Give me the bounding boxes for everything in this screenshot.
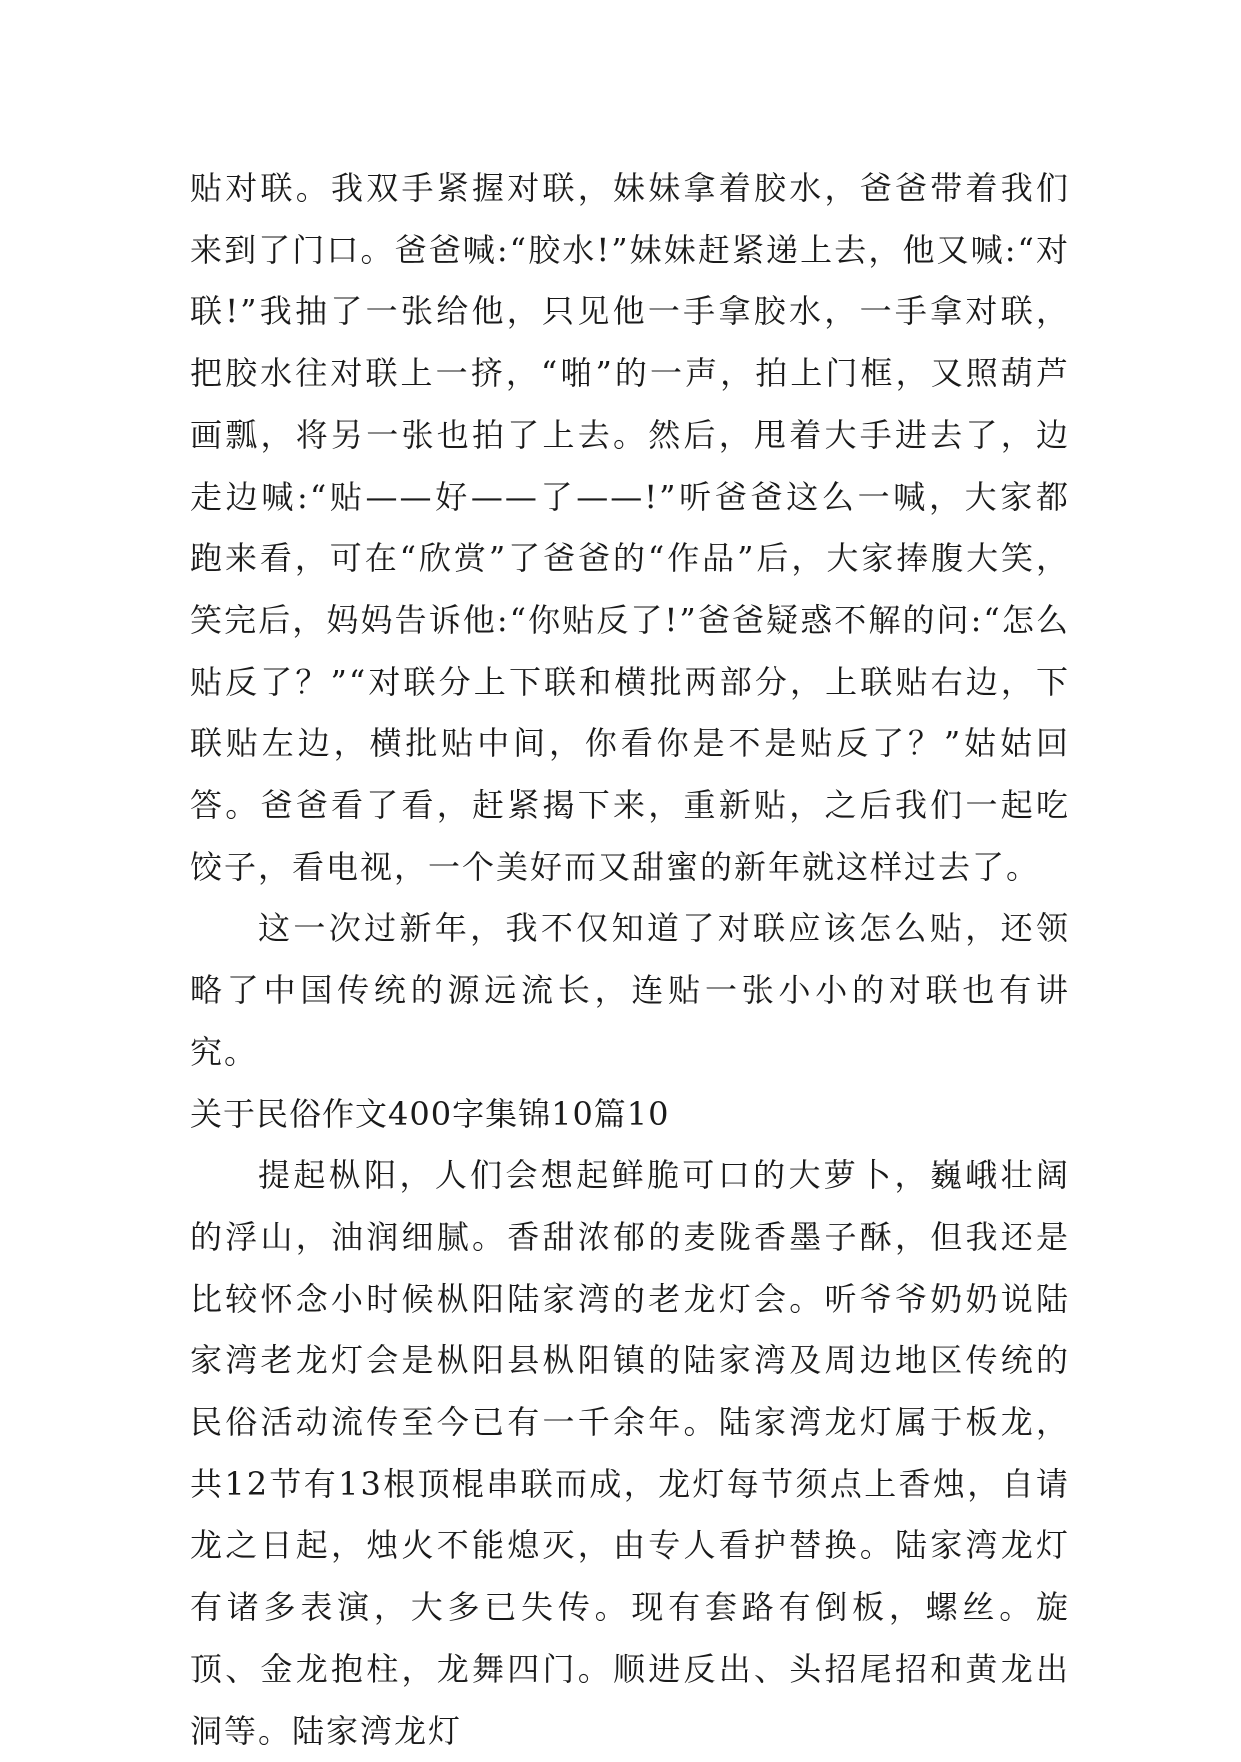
document-body <box>190 158 1070 1762</box>
section-heading: 关于民俗作文400字集锦10篇10 <box>190 1094 670 1133</box>
paragraph-section-body: 提起枞阳，人们会想起鲜脆可口的大萝卜，巍峨壮阔的浮山，油润细腻。香甜浓郁的麦陇香墨子酥，但我还是比较怀念小时候枞阳陆家湾的老龙灯会。听爷爷奶奶说陆家湾老龙灯会是枞阳县枞阳镇的陆家湾及周边地区传统的民俗活动流传至今已有一千余年。陆家湾龙灯属于板龙，共12节有13根顶棍串联而成，龙灯每节须点上香烛，自请龙之日起，烛火不能熄灭，由专人看护替换。陆家湾龙灯有诸多表演，大多已失传。现有套路有倒板，螺丝。旋顶、金龙抱柱，龙舞四门。顺进反出、头招尾招和黄龙出洞等。陆家湾龙灯 <box>190 1156 1070 1750</box>
paragraph-conclusion: 这一次过新年，我不仅知道了对联应该怎么贴，还领略了中国传统的源远流长，连贴一张小小的对联也有讲究。 <box>190 909 1070 1071</box>
paragraph-continuation: 贴对联。我双手紧握对联，妹妹拿着胶水，爸爸带着我们来到了门口。爸爸喊:“胶水!”妹妹赶紧递上去，他又喊:“对联!”我抽了一张给他，只见他一手拿胶水，一手拿对联，把胶水往对联上一挤，“啪”的一声，拍上门框，又照葫芦画瓢，将另一张也拍了上去。然后，甩着大手进去了，边走边喊:“贴——好——了——!”听爸爸这么一喊，大家都跑来看，可在“欣赏”了爸爸的“作品”后，大家捧腹大笑，笑完后，妈妈告诉他:“你贴反了!”爸爸疑惑不解的问:“怎么贴反了？”“对联分上下联和横批两部分，上联贴右边，下联贴左边，横批贴中间，你看你是不是贴反了？”姑姑回答。爸爸看了看，赶紧揭下来，重新贴，之后我们一起吃饺子，看电视，一个美好而又甜蜜的新年就这样过去了。 <box>190 169 1070 886</box>
